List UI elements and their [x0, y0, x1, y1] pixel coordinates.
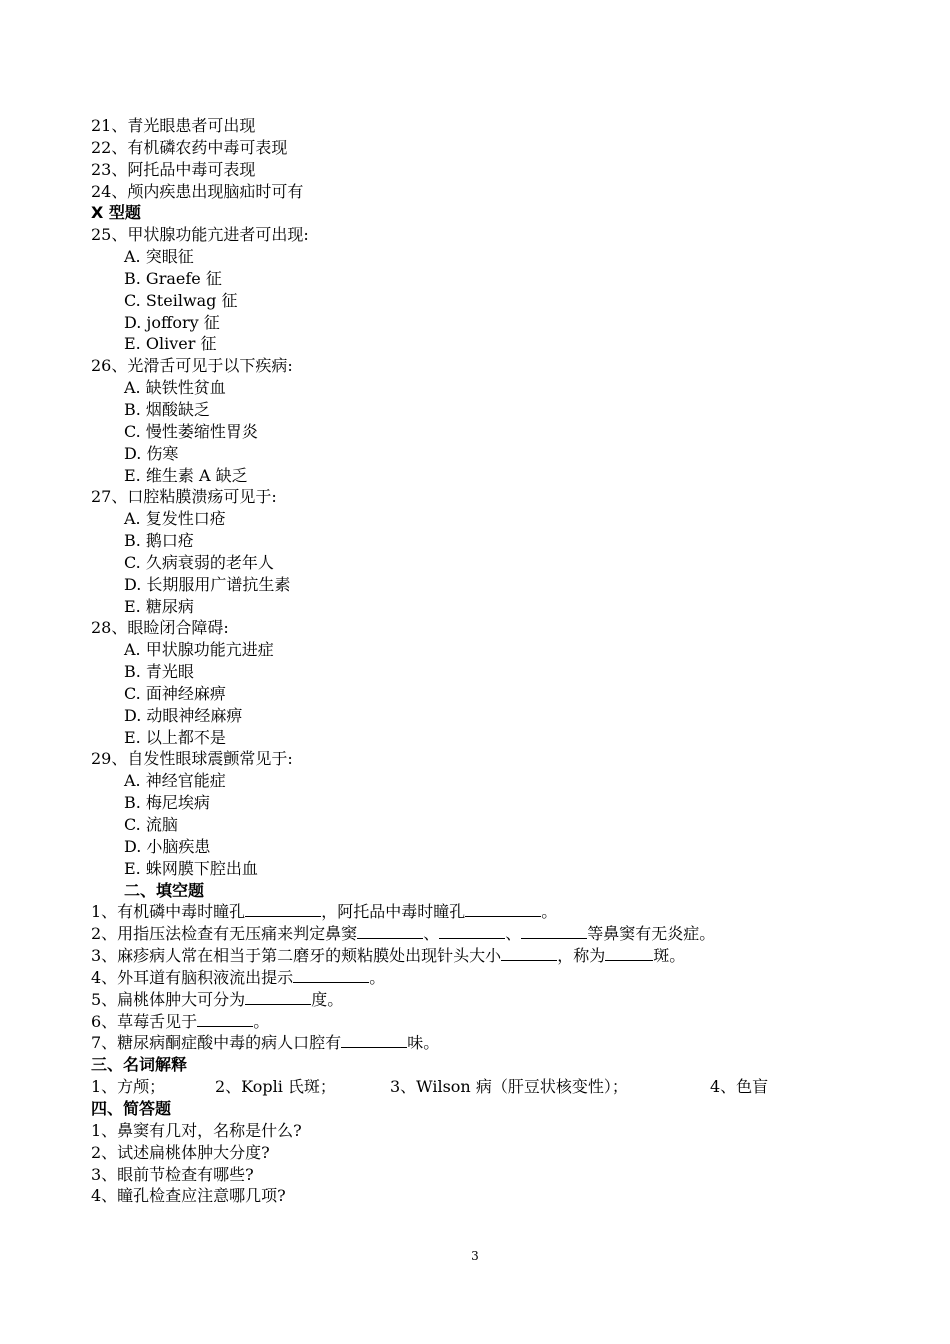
answer-blank	[341, 1032, 407, 1048]
fill-q3-text: 3、麻疹病人常在相当于第二磨牙的颊粘膜处出现针头大小	[91, 946, 502, 966]
question-29-option: C. 流脑	[124, 815, 178, 834]
answer-blank	[197, 1011, 253, 1027]
question-29-option: D. 小脑疾患	[124, 836, 211, 856]
fill-question-7	[91, 1032, 811, 1054]
fill-q2-text: 、	[423, 924, 440, 944]
fill-q1-text: ，阿托品中毒时瞳孔	[321, 902, 466, 922]
question-27-option: C. 久病衰弱的老年人	[124, 552, 274, 572]
question-26-option: B. 烟酸缺乏	[124, 399, 210, 419]
question-27-option: E. 糖尿病	[124, 596, 194, 616]
answer-blank	[605, 945, 653, 961]
short-answer-heading: 四、简答题	[91, 1098, 172, 1118]
answer-blank	[245, 901, 321, 917]
short-answer-item: 2、试述扁桃体肿大分度?	[91, 1142, 270, 1162]
answer-blank	[521, 923, 587, 939]
fill-question-1	[91, 901, 811, 923]
question-25-option: B. Graefe 征	[124, 268, 222, 288]
question-29-option: A. 神经官能症	[124, 771, 226, 791]
question-27-stem: 27、口腔粘膜溃疡可见于:	[91, 487, 277, 507]
question-28-stem: 28、眼睑闭合障碍:	[91, 618, 229, 638]
fill-q5-text: 度。	[311, 989, 344, 1009]
question-29-stem: 29、自发性眼球震颤常见于:	[91, 749, 293, 769]
question-28-option: C. 面神经麻痹	[124, 683, 226, 703]
question-21: 21、青光眼患者可出现	[91, 116, 256, 135]
term-item: 3、Wilson 病（肝豆状核变性）；	[390, 1077, 628, 1097]
question-22: 22、有机磷农药中毒可表现	[91, 137, 288, 157]
fill-q2-text: 2、用指压法检查有无压痛来判定鼻窦	[91, 924, 358, 944]
question-25-option: E. Oliver 征	[124, 334, 217, 354]
question-27-option: A. 复发性口疮	[124, 509, 226, 529]
short-answer-item: 4、瞳孔检查应注意哪几项?	[91, 1186, 286, 1206]
answer-blank	[357, 923, 423, 939]
x-type-heading: X 型题	[91, 203, 141, 223]
term-explanation-heading: 三、名词解释	[91, 1055, 188, 1075]
answer-blank	[501, 945, 557, 961]
question-28-option: A. 甲状腺功能亢进症	[124, 640, 274, 660]
fill-q2-text: 、	[505, 924, 522, 944]
fill-question-2	[91, 923, 811, 945]
fill-q1-text: 。	[541, 902, 558, 922]
question-28-option: E. 以上都不是	[124, 727, 226, 747]
question-25-option: C. Steilwag 征	[124, 290, 238, 310]
short-answer-item: 3、眼前节检查有哪些?	[91, 1164, 254, 1184]
fill-q5-text: 5、扁桃体肿大可分为	[91, 989, 246, 1009]
question-26-stem: 26、光滑舌可见于以下疾病:	[91, 356, 293, 376]
term-item: 4、色盲	[710, 1077, 769, 1097]
question-26-option: A. 缺铁性贫血	[124, 378, 226, 398]
question-28-option: B. 青光眼	[124, 662, 194, 682]
fill-q6-text: 。	[253, 1011, 270, 1031]
fill-q4-text: 4、外耳道有脑积液流出提示	[91, 967, 294, 987]
fill-q3-text: 斑。	[653, 946, 686, 966]
term-item: 2、Kopli 氏斑；	[215, 1077, 336, 1097]
fill-q2-text: 等鼻窦有无炎症。	[587, 924, 716, 944]
fill-question-3	[91, 945, 811, 967]
fill-question-4	[91, 967, 811, 989]
question-24: 24、颅内疾患出现脑疝时可有	[91, 181, 304, 201]
term-item: 1、方颅；	[91, 1077, 166, 1097]
question-25-option: A. 突眼征	[124, 247, 194, 267]
fill-blank-heading: 二、填空题	[124, 880, 205, 900]
question-27-option: B. 鹅口疮	[124, 531, 194, 551]
answer-blank	[293, 967, 369, 983]
document-page	[91, 115, 811, 1207]
answer-blank	[245, 989, 311, 1005]
question-23: 23、阿托品中毒可表现	[91, 159, 256, 179]
question-26-option: D. 伤寒	[124, 443, 179, 463]
question-29-option: B. 梅尼埃病	[124, 793, 210, 813]
question-26-option: E. 维生素 A 缺乏	[124, 465, 248, 485]
fill-q7-text: 7、糖尿病酮症酸中毒的病人口腔有	[91, 1033, 342, 1053]
short-answer-item: 1、鼻窦有几对，名称是什么?	[91, 1120, 302, 1140]
answer-blank	[439, 923, 505, 939]
question-25-option: D. joffory 征	[124, 312, 220, 332]
fill-q4-text: 。	[369, 967, 386, 987]
question-25-stem: 25、甲状腺功能亢进者可出现:	[91, 225, 309, 245]
page-number: 3	[471, 1249, 479, 1263]
fill-q6-text: 6、草莓舌见于	[91, 1011, 198, 1031]
fill-q7-text: 味。	[407, 1033, 440, 1053]
fill-question-5	[91, 989, 811, 1011]
fill-q1-text: 1、有机磷中毒时瞳孔	[91, 902, 246, 922]
fill-q3-text: ，称为	[557, 946, 606, 966]
term-list	[91, 1076, 811, 1098]
question-27-option: D. 长期服用广谱抗生素	[124, 574, 291, 594]
answer-blank	[465, 901, 541, 917]
question-29-option: E. 蛛网膜下腔出血	[124, 858, 258, 878]
fill-question-6	[91, 1011, 811, 1033]
question-26-option: C. 慢性萎缩性胃炎	[124, 421, 258, 441]
question-28-option: D. 动眼神经麻痹	[124, 705, 243, 725]
